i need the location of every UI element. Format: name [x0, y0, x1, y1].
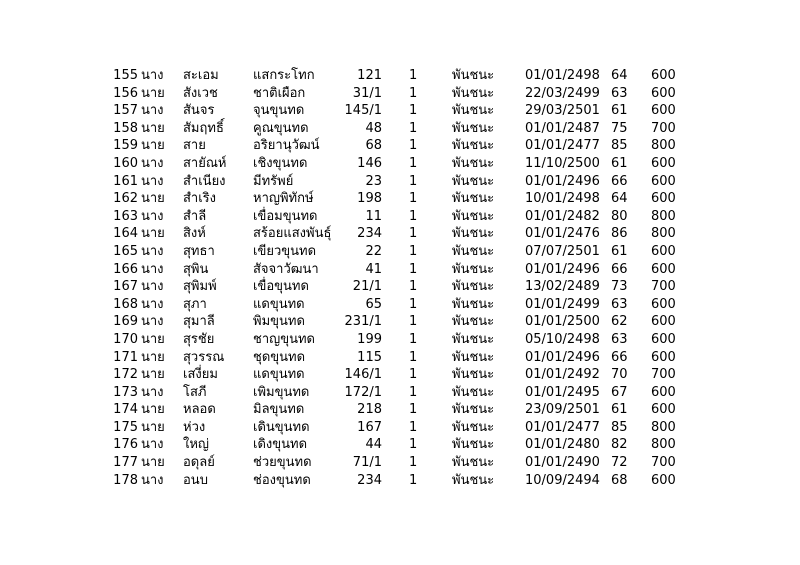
record-birth-date: 01/01/2498 — [525, 68, 600, 83]
record-moo: 1 — [409, 85, 418, 101]
record-first-name: อดุลย์ — [183, 455, 215, 471]
record-number: 160 — [113, 155, 138, 171]
record-first-name: หลอด — [183, 402, 216, 418]
record-age: 61 — [611, 243, 628, 259]
record-amount: 800 — [651, 437, 676, 453]
record-last-name: ชาญขุนทด — [253, 331, 315, 347]
record-title: นาย — [141, 349, 165, 365]
record-age: 63 — [611, 85, 628, 101]
record-moo: 1 — [409, 120, 418, 136]
record-title: นาย — [141, 191, 165, 207]
record-title: นาง — [141, 314, 164, 330]
record-village: พันชนะ — [452, 261, 495, 277]
record-age: 64 — [611, 191, 628, 207]
record-last-name: มิลขุนทด — [253, 402, 305, 418]
record-title: นาง — [141, 384, 164, 400]
record-birth-date: 01/01/2496 — [525, 173, 600, 189]
record-age: 72 — [611, 455, 628, 471]
record-village: พันชนะ — [452, 226, 495, 242]
record-moo: 1 — [409, 68, 418, 83]
record-age: 82 — [611, 437, 628, 453]
record-number: 170 — [113, 331, 138, 347]
record-house-number: 115 — [357, 349, 382, 365]
record-moo: 1 — [409, 349, 418, 365]
record-village: พันชนะ — [452, 191, 495, 207]
record-moo: 1 — [409, 384, 418, 400]
record-house-number: 146/1 — [344, 367, 382, 383]
record-birth-date: 01/01/2490 — [525, 455, 600, 471]
record-village: พันชนะ — [452, 68, 495, 83]
record-amount: 600 — [651, 472, 676, 488]
record-birth-date: 01/01/2495 — [525, 384, 600, 400]
record-birth-date: 01/01/2482 — [525, 208, 600, 224]
record-house-number: 68 — [365, 138, 382, 154]
record-first-name: โสภี — [183, 384, 207, 400]
record-first-name: สังเวช — [183, 85, 218, 101]
record-first-name: สำเริง — [183, 191, 217, 207]
record-moo: 1 — [409, 296, 418, 312]
record-last-name: หาญพิทักษ์ — [253, 191, 314, 207]
record-title: นาง — [141, 155, 164, 171]
record-age: 66 — [611, 349, 628, 365]
record-last-name: สร้อยแสงพันธุ์ — [253, 226, 332, 242]
record-first-name: สุรชัย — [183, 331, 215, 347]
record-title: นาง — [141, 296, 164, 312]
record-last-name: แดขุนทด — [253, 367, 305, 383]
record-age: 68 — [611, 472, 628, 488]
record-house-number: 48 — [365, 120, 382, 136]
record-birth-date: 01/01/2499 — [525, 296, 600, 312]
record-number: 166 — [113, 261, 138, 277]
record-amount: 800 — [651, 138, 676, 154]
record-village: พันชนะ — [452, 331, 495, 347]
record-birth-date: 01/01/2487 — [525, 120, 600, 136]
record-birth-date: 10/09/2494 — [525, 472, 600, 488]
record-first-name: สำลี — [183, 208, 207, 224]
record-moo: 1 — [409, 419, 418, 435]
record-first-name: สุพิน — [183, 261, 209, 277]
record-number: 171 — [113, 349, 138, 365]
record-number: 157 — [113, 103, 138, 119]
record-first-name: สิงห์ — [183, 226, 206, 242]
record-moo: 1 — [409, 472, 418, 488]
record-age: 67 — [611, 384, 628, 400]
record-amount: 600 — [651, 173, 676, 189]
record-house-number: 11 — [365, 208, 382, 224]
record-title: นาง — [141, 437, 164, 453]
record-last-name: ช่องขุนทด — [253, 472, 311, 488]
table-row — [0, 331, 800, 349]
record-house-number: 198 — [357, 191, 382, 207]
record-amount: 600 — [651, 314, 676, 330]
record-village: พันชนะ — [452, 402, 495, 418]
record-first-name: สันจร — [183, 103, 215, 119]
record-last-name: ชุดขุนทด — [253, 349, 306, 365]
record-last-name: เดินขุนทด — [253, 419, 310, 435]
record-village: พันชนะ — [452, 155, 495, 171]
record-first-name: สายัณห์ — [183, 155, 227, 171]
table-row — [0, 208, 800, 226]
record-number: 164 — [113, 226, 138, 242]
record-amount: 600 — [651, 261, 676, 277]
record-title: นาง — [141, 472, 164, 488]
record-age: 61 — [611, 103, 628, 119]
record-birth-date: 01/01/2477 — [525, 138, 600, 154]
table-row — [0, 190, 800, 208]
record-village: พันชนะ — [452, 419, 495, 435]
record-birth-date: 01/01/2496 — [525, 261, 600, 277]
record-title: นาง — [141, 279, 164, 295]
record-village: พันชนะ — [452, 455, 495, 471]
record-age: 64 — [611, 68, 628, 83]
record-village: พันชนะ — [452, 120, 495, 136]
record-last-name: สัจจาวัฒนา — [253, 261, 319, 277]
record-age: 86 — [611, 226, 628, 242]
record-moo: 1 — [409, 261, 418, 277]
record-amount: 700 — [651, 279, 676, 295]
record-last-name: อริยานุวัฒน์ — [253, 138, 320, 154]
record-house-number: 231/1 — [344, 314, 382, 330]
table-row — [0, 120, 800, 138]
table-row — [0, 366, 800, 384]
record-house-number: 23 — [365, 173, 382, 189]
record-title: นาง — [141, 208, 164, 224]
record-moo: 1 — [409, 173, 418, 189]
record-first-name: สุภา — [183, 296, 207, 312]
table-row — [0, 472, 800, 490]
record-age: 62 — [611, 314, 628, 330]
record-amount: 600 — [651, 155, 676, 171]
record-moo: 1 — [409, 279, 418, 295]
record-last-name: พิมขุนทด — [253, 314, 305, 330]
record-first-name: สะเอม — [183, 68, 219, 83]
record-house-number: 71/1 — [352, 455, 382, 471]
table-row — [0, 401, 800, 419]
record-birth-date: 01/01/2477 — [525, 419, 600, 435]
record-age: 73 — [611, 279, 628, 295]
record-amount: 700 — [651, 455, 676, 471]
record-birth-date: 10/01/2498 — [525, 191, 600, 207]
record-last-name: มีทรัพย์ — [253, 173, 294, 189]
record-title: นาง — [141, 243, 164, 259]
record-title: นาย — [141, 367, 165, 383]
record-amount: 600 — [651, 191, 676, 207]
record-first-name: สัมฤทธิ์ — [183, 120, 224, 136]
record-birth-date: 07/07/2501 — [525, 243, 600, 259]
record-title: นาย — [141, 226, 165, 242]
record-first-name: สาย — [183, 138, 206, 154]
record-last-name: เขื่อขุนทด — [253, 279, 309, 295]
table-row — [0, 67, 800, 85]
record-first-name: สุทธา — [183, 243, 215, 259]
record-amount: 600 — [651, 103, 676, 119]
record-village: พันชนะ — [452, 208, 495, 224]
record-last-name: ชาติเผือก — [253, 85, 306, 101]
record-house-number: 167 — [357, 419, 382, 435]
record-title: นาย — [141, 138, 165, 154]
record-age: 70 — [611, 367, 628, 383]
record-first-name: อนบ — [183, 472, 208, 488]
table-row — [0, 137, 800, 155]
record-number: 167 — [113, 279, 138, 295]
table-row — [0, 155, 800, 173]
record-last-name: แดขุนทด — [253, 296, 305, 312]
record-age: 61 — [611, 155, 628, 171]
record-birth-date: 01/01/2500 — [525, 314, 600, 330]
record-last-name: ช่วยขุนทด — [253, 455, 312, 471]
record-house-number: 234 — [357, 226, 382, 242]
record-title: นาง — [141, 261, 164, 277]
record-number: 159 — [113, 138, 138, 154]
record-title: นาย — [141, 120, 165, 136]
record-house-number: 65 — [365, 296, 382, 312]
record-house-number: 145/1 — [344, 103, 382, 119]
record-age: 61 — [611, 402, 628, 418]
record-number: 161 — [113, 173, 138, 189]
record-house-number: 172/1 — [344, 384, 382, 400]
record-moo: 1 — [409, 155, 418, 171]
record-house-number: 22 — [365, 243, 382, 259]
record-title: นาย — [141, 331, 165, 347]
table-row — [0, 349, 800, 367]
record-amount: 600 — [651, 349, 676, 365]
record-age: 63 — [611, 296, 628, 312]
record-moo: 1 — [409, 103, 418, 119]
table-row — [0, 278, 800, 296]
record-house-number: 234 — [357, 472, 382, 488]
table-row — [0, 436, 800, 454]
record-village: พันชนะ — [452, 138, 495, 154]
record-amount: 600 — [651, 85, 676, 101]
record-village: พันชนะ — [452, 279, 495, 295]
record-number: 162 — [113, 191, 138, 207]
record-amount: 700 — [651, 367, 676, 383]
record-last-name: คูณขุนทด — [253, 120, 309, 136]
record-moo: 1 — [409, 367, 418, 383]
record-village: พันชนะ — [452, 85, 495, 101]
record-age: 66 — [611, 261, 628, 277]
record-number: 174 — [113, 402, 138, 418]
record-title: นาย — [141, 402, 165, 418]
record-number: 156 — [113, 85, 138, 101]
record-title: นาย — [141, 85, 165, 101]
record-birth-date: 23/09/2501 — [525, 402, 600, 418]
record-age: 75 — [611, 120, 628, 136]
record-title: นาง — [141, 68, 164, 83]
record-age: 85 — [611, 138, 628, 154]
record-first-name: ใหญ่ — [183, 437, 209, 453]
record-birth-date: 01/01/2480 — [525, 437, 600, 453]
record-house-number: 31/1 — [352, 85, 382, 101]
record-birth-date: 01/01/2496 — [525, 349, 600, 365]
table-row — [0, 419, 800, 437]
record-house-number: 41 — [365, 261, 382, 277]
record-village: พันชนะ — [452, 472, 495, 488]
record-number: 177 — [113, 455, 138, 471]
record-number: 155 — [113, 68, 138, 83]
table-row — [0, 85, 800, 103]
record-title: นาย — [141, 455, 165, 471]
record-amount: 600 — [651, 384, 676, 400]
record-amount: 600 — [651, 331, 676, 347]
record-house-number: 121 — [357, 68, 382, 83]
record-house-number: 146 — [357, 155, 382, 171]
record-house-number: 218 — [357, 402, 382, 418]
record-first-name: สุวรรณ — [183, 349, 225, 365]
record-last-name: จุนขุนทด — [253, 103, 305, 119]
table-row — [0, 102, 800, 120]
record-number: 176 — [113, 437, 138, 453]
record-moo: 1 — [409, 138, 418, 154]
record-number: 173 — [113, 384, 138, 400]
record-last-name: เขียวขุนทด — [253, 243, 317, 259]
record-moo: 1 — [409, 314, 418, 330]
record-village: พันชนะ — [452, 384, 495, 400]
record-table — [0, 67, 800, 489]
record-amount: 600 — [651, 296, 676, 312]
record-moo: 1 — [409, 226, 418, 242]
record-first-name: ห่วง — [183, 419, 206, 435]
record-age: 85 — [611, 419, 628, 435]
record-house-number: 21/1 — [352, 279, 382, 295]
table-row — [0, 454, 800, 472]
record-number: 168 — [113, 296, 138, 312]
record-amount: 700 — [651, 120, 676, 136]
record-amount: 800 — [651, 419, 676, 435]
record-first-name: สุมาลี — [183, 314, 215, 330]
record-first-name: สุพิมพ์ — [183, 279, 217, 295]
table-row — [0, 384, 800, 402]
record-village: พันชนะ — [452, 367, 495, 383]
table-row — [0, 313, 800, 331]
record-first-name: เสงี่ยม — [183, 367, 218, 383]
record-village: พันชนะ — [452, 296, 495, 312]
table-row — [0, 296, 800, 314]
record-birth-date: 13/02/2489 — [525, 279, 600, 295]
record-last-name: เชิงขุนทด — [253, 155, 308, 171]
record-village: พันชนะ — [452, 173, 495, 189]
record-age: 66 — [611, 173, 628, 189]
record-village: พันชนะ — [452, 243, 495, 259]
record-moo: 1 — [409, 402, 418, 418]
record-last-name: เดิงขุนทด — [253, 437, 308, 453]
record-first-name: สำเนียง — [183, 173, 226, 189]
record-moo: 1 — [409, 191, 418, 207]
record-moo: 1 — [409, 208, 418, 224]
record-amount: 800 — [651, 226, 676, 242]
record-birth-date: 05/10/2498 — [525, 331, 600, 347]
record-village: พันชนะ — [452, 437, 495, 453]
record-title: นาง — [141, 173, 164, 189]
table-row — [0, 225, 800, 243]
record-age: 80 — [611, 208, 628, 224]
record-number: 175 — [113, 419, 138, 435]
record-amount: 600 — [651, 402, 676, 418]
record-number: 178 — [113, 472, 138, 488]
record-birth-date: 11/10/2500 — [525, 155, 600, 171]
record-amount: 800 — [651, 208, 676, 224]
record-house-number: 199 — [357, 331, 382, 347]
record-last-name: แสกระโทก — [253, 68, 315, 83]
record-number: 165 — [113, 243, 138, 259]
record-moo: 1 — [409, 437, 418, 453]
record-moo: 1 — [409, 331, 418, 347]
record-moo: 1 — [409, 243, 418, 259]
record-title: นาย — [141, 419, 165, 435]
record-village: พันชนะ — [452, 349, 495, 365]
table-row — [0, 173, 800, 191]
table-row — [0, 243, 800, 261]
record-last-name: เขื่อมขุนทด — [253, 208, 318, 224]
record-village: พันชนะ — [452, 103, 495, 119]
record-number: 163 — [113, 208, 138, 224]
record-birth-date: 29/03/2501 — [525, 103, 600, 119]
record-title: นาง — [141, 103, 164, 119]
record-birth-date: 01/01/2476 — [525, 226, 600, 242]
record-village: พันชนะ — [452, 314, 495, 330]
record-number: 169 — [113, 314, 138, 330]
record-house-number: 44 — [365, 437, 382, 453]
record-amount: 600 — [651, 68, 676, 83]
record-number: 158 — [113, 120, 138, 136]
record-last-name: เพิมขุนทด — [253, 384, 310, 400]
record-amount: 600 — [651, 243, 676, 259]
record-age: 63 — [611, 331, 628, 347]
record-number: 172 — [113, 367, 138, 383]
record-birth-date: 01/01/2492 — [525, 367, 600, 383]
record-birth-date: 22/03/2499 — [525, 85, 600, 101]
record-moo: 1 — [409, 455, 418, 471]
table-row — [0, 261, 800, 279]
